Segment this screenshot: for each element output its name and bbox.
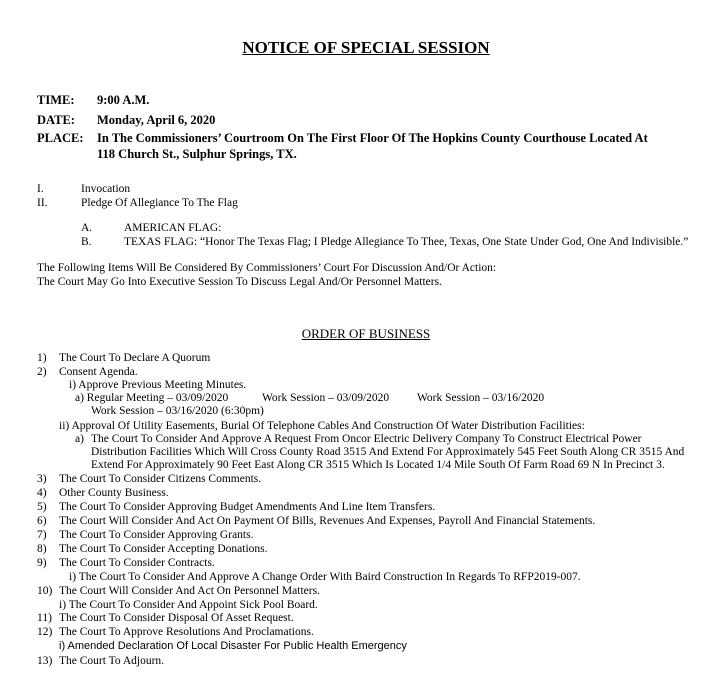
item-text: The Court Will Consider And Act On Payment Of Bills, Revenues And Expenses, Payroll And Financial Statements. <box>59 515 596 527</box>
sub-item-text: Work Session – 03/16/2020 <box>417 392 545 404</box>
sub-item-text: The Court To Consider And Approve A Request From Oncor Electric Delivery Company To Construct Electrical Power <box>91 433 642 445</box>
flag-num-b: B. <box>81 236 92 248</box>
place-label: PLACE: <box>37 131 84 145</box>
item-num: 12) <box>37 626 53 638</box>
sub-item-text: i) Amended Declaration Of Local Disaster For Public Health Emergency <box>59 640 407 652</box>
item-num: 1) <box>37 352 47 364</box>
time-value: 9:00 A.M. <box>97 93 150 107</box>
item-text: The Court Will Consider And Act On Personnel Matters. <box>59 585 320 597</box>
order-of-business-heading: ORDER OF BUSINESS <box>301 326 431 341</box>
place-line-1: In The Commissioners’ Courtroom On The First Floor Of The Hopkins County Courthouse Located At <box>97 131 648 145</box>
item-text: The Court To Consider Approving Budget Amendments And Line Item Transfers. <box>59 501 436 513</box>
item-num: 13) <box>37 655 53 667</box>
sub-item-text: Extend For Approximately 90 Feet East Along CR 3515 Which Is Located 1/4 Mile South Of Farm Road 69 N In Precinct 3. <box>91 459 665 471</box>
item-num: 11) <box>37 612 52 624</box>
notice-line-1: The Following Items Will Be Considered By Commissioners’ Court For Discussion And/Or Action: <box>37 262 497 274</box>
place-line-2: 118 Church St., Sulphur Springs, TX. <box>97 147 297 161</box>
opening-num-1: I. <box>37 183 44 195</box>
date-label: DATE: <box>37 113 75 127</box>
item-num: 8) <box>37 543 47 555</box>
item-text: The Court To Consider Disposal Of Asset Request. <box>59 612 294 624</box>
opening-text-1: Invocation <box>81 183 131 195</box>
notice-line-2: The Court May Go Into Executive Session To Discuss Legal And/Or Personnel Matters. <box>37 276 442 288</box>
sub-item-text: ii) Approval Of Utility Easements, Burial Of Telephone Cables And Construction Of Water Distribution Facilities: <box>59 420 585 432</box>
date-value: Monday, April 6, 2020 <box>97 113 216 127</box>
sub-item-text: Distribution Facilities Which Will Cross County Road 3515 And Extend For Approximately 545 Feet South Along CR 3515 And <box>91 446 685 458</box>
item-text: The Court To Approve Resolutions And Proclamations. <box>59 626 314 638</box>
item-text: The Court To Declare A Quorum <box>59 352 211 364</box>
item-num: 9) <box>37 557 47 569</box>
opening-text-2: Pledge Of Allegiance To The Flag <box>81 197 238 209</box>
item-text: The Court To Consider Contracts. <box>59 557 215 569</box>
item-num: 2) <box>37 366 47 378</box>
sub-item-text: i) The Court To Consider And Appoint Sick Pool Board. <box>59 599 318 611</box>
item-num: 4) <box>37 487 47 499</box>
item-text: Other County Business. <box>59 487 169 499</box>
sub-item-text: a) Regular Meeting – 03/09/2020 <box>75 392 229 404</box>
sub-item-text: i) Approve Previous Meeting Minutes. <box>69 379 247 391</box>
item-num: 6) <box>37 515 47 527</box>
time-label: TIME: <box>37 93 75 107</box>
item-text: The Court To Consider Accepting Donations. <box>59 543 268 555</box>
item-num: 5) <box>37 501 47 513</box>
item-num: 10) <box>37 585 53 597</box>
page-title: NOTICE OF SPECIAL SESSION <box>242 38 490 57</box>
sub-item-num: a) <box>75 433 84 445</box>
sub-item-text: i) The Court To Consider And Approve A Change Order With Baird Construction In Regards To RFP2019-007. <box>69 571 581 583</box>
sub-item-text: Work Session – 03/16/2020 (6:30pm) <box>91 405 264 417</box>
item-text: The Court To Consider Citizens Comments. <box>59 473 262 485</box>
sub-item-text: Work Session – 03/09/2020 <box>262 392 390 404</box>
item-num: 7) <box>37 529 47 541</box>
item-text: Consent Agenda. <box>59 366 138 378</box>
opening-num-2: II. <box>37 197 48 209</box>
item-text: The Court To Consider Approving Grants. <box>59 529 254 541</box>
item-num: 3) <box>37 473 47 485</box>
item-text: The Court To Adjourn. <box>59 655 165 667</box>
flag-text-b: TEXAS FLAG: “Honor The Texas Flag; I Pledge Allegiance To Thee, Texas, One State Under God, One And Indivisible.” <box>124 236 689 248</box>
flag-num-a: A. <box>81 222 93 234</box>
flag-text-a: AMERICAN FLAG: <box>124 222 222 234</box>
